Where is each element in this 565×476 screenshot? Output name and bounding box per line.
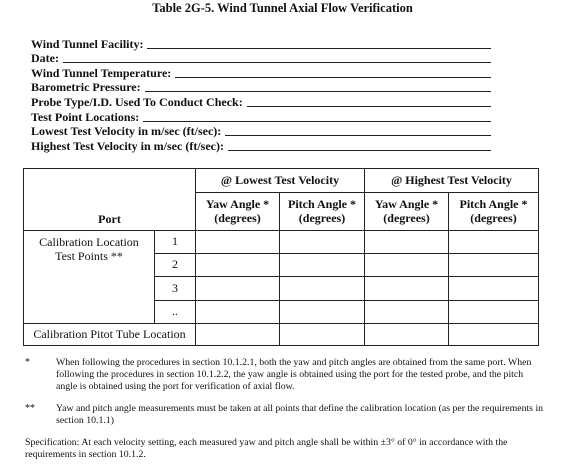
field-label: Lowest Test Velocity in m/sec (ft/sec): [31, 124, 222, 139]
calibration-location-label: Calibration Location Test Points ** [24, 231, 155, 324]
field-label: Barometric Pressure: [31, 80, 141, 95]
field-test-point-locations [31, 109, 491, 124]
footnote-mark: * [25, 357, 30, 368]
entry-cell[interactable] [449, 254, 539, 277]
high-pitch-header: Pitch Angle * (degrees) [449, 193, 539, 231]
field-label: Test Point Locations: [31, 109, 140, 124]
entry-cell[interactable] [196, 277, 280, 301]
field-wind-tunnel-facility [31, 36, 491, 51]
entry-cell[interactable] [280, 324, 365, 346]
entry-cell[interactable] [365, 324, 449, 346]
field-label: Highest Test Velocity in m/sec (ft/sec): [31, 138, 224, 153]
footnote-text: When following the procedures in section 10.1.2.1, both the yaw and pitch angles are obtained from the same port. When following the procedures in section 10.1.2.2, the yaw angle is obtained using the port for the tested probe, and the pitch angle is obtained using the port for verification of axial flow. [56, 357, 532, 392]
footnote [25, 357, 545, 393]
specification-note: Specification: At each velocity setting, each measured yaw and pitch angle shall be within ±3° of 0° in accordance with the requirements in section 10.1.2. [25, 437, 508, 460]
table-row [24, 231, 539, 254]
table-row [24, 324, 539, 346]
low-yaw-header: Yaw Angle * (degrees) [196, 193, 280, 231]
entry-cell[interactable] [196, 324, 280, 346]
field-probe-type [31, 94, 491, 109]
entry-cell[interactable] [449, 324, 539, 346]
field-label: Wind Tunnel Facility: [31, 36, 144, 51]
point-number: 3 [155, 277, 196, 301]
point-number: 2 [155, 254, 196, 277]
axial-flow-table [23, 168, 539, 346]
entry-cell[interactable] [365, 231, 449, 254]
pitot-tube-location-label: Calibration Pitot Tube Location [24, 324, 196, 346]
highest-velocity-header: @ Highest Test Velocity [365, 169, 539, 193]
field-blank-line[interactable] [147, 48, 491, 49]
entry-cell[interactable] [280, 277, 365, 301]
field-blank-line[interactable] [225, 135, 491, 136]
entry-cell[interactable] [280, 254, 365, 277]
footnotes [25, 357, 545, 461]
field-blank-line[interactable] [143, 121, 491, 122]
point-number: 1 [155, 231, 196, 254]
field-label: Wind Tunnel Temperature: [31, 65, 172, 80]
footnote-mark: ** [25, 403, 35, 414]
field-label: Probe Type/I.D. Used To Conduct Check: [31, 94, 243, 109]
footnote [25, 403, 545, 427]
field-highest-test-velocity [31, 138, 491, 153]
entry-cell[interactable] [449, 231, 539, 254]
port-header: Port [24, 169, 196, 231]
entry-cell[interactable] [196, 231, 280, 254]
entry-cell[interactable] [365, 301, 449, 324]
field-date [31, 51, 491, 66]
header-fields [31, 36, 491, 153]
field-lowest-test-velocity [31, 124, 491, 139]
field-blank-line[interactable] [228, 150, 491, 151]
field-blank-line[interactable] [145, 91, 491, 92]
point-number: .. [155, 301, 196, 324]
table-title: Table 2G-5. Wind Tunnel Axial Flow Verification [152, 1, 413, 15]
entry-cell[interactable] [280, 301, 365, 324]
lowest-velocity-header: @ Lowest Test Velocity [196, 169, 365, 193]
entry-cell[interactable] [365, 277, 449, 301]
low-pitch-header: Pitch Angle * (degrees) [280, 193, 365, 231]
footnote-text: Yaw and pitch angle measurements must be taken at all points that define the calibration location (as per the requirements in section 10.1.1) [56, 403, 544, 426]
entry-cell[interactable] [196, 254, 280, 277]
field-blank-line[interactable] [63, 62, 491, 63]
entry-cell[interactable] [365, 254, 449, 277]
field-wind-tunnel-temperature [31, 65, 491, 80]
entry-cell[interactable] [449, 277, 539, 301]
entry-cell[interactable] [280, 231, 365, 254]
entry-cell[interactable] [449, 301, 539, 324]
field-blank-line[interactable] [247, 106, 491, 107]
field-label: Date: [31, 51, 59, 66]
high-yaw-header: Yaw Angle * (degrees) [365, 193, 449, 231]
field-blank-line[interactable] [175, 77, 491, 78]
entry-cell[interactable] [196, 301, 280, 324]
field-barometric-pressure [31, 80, 491, 95]
